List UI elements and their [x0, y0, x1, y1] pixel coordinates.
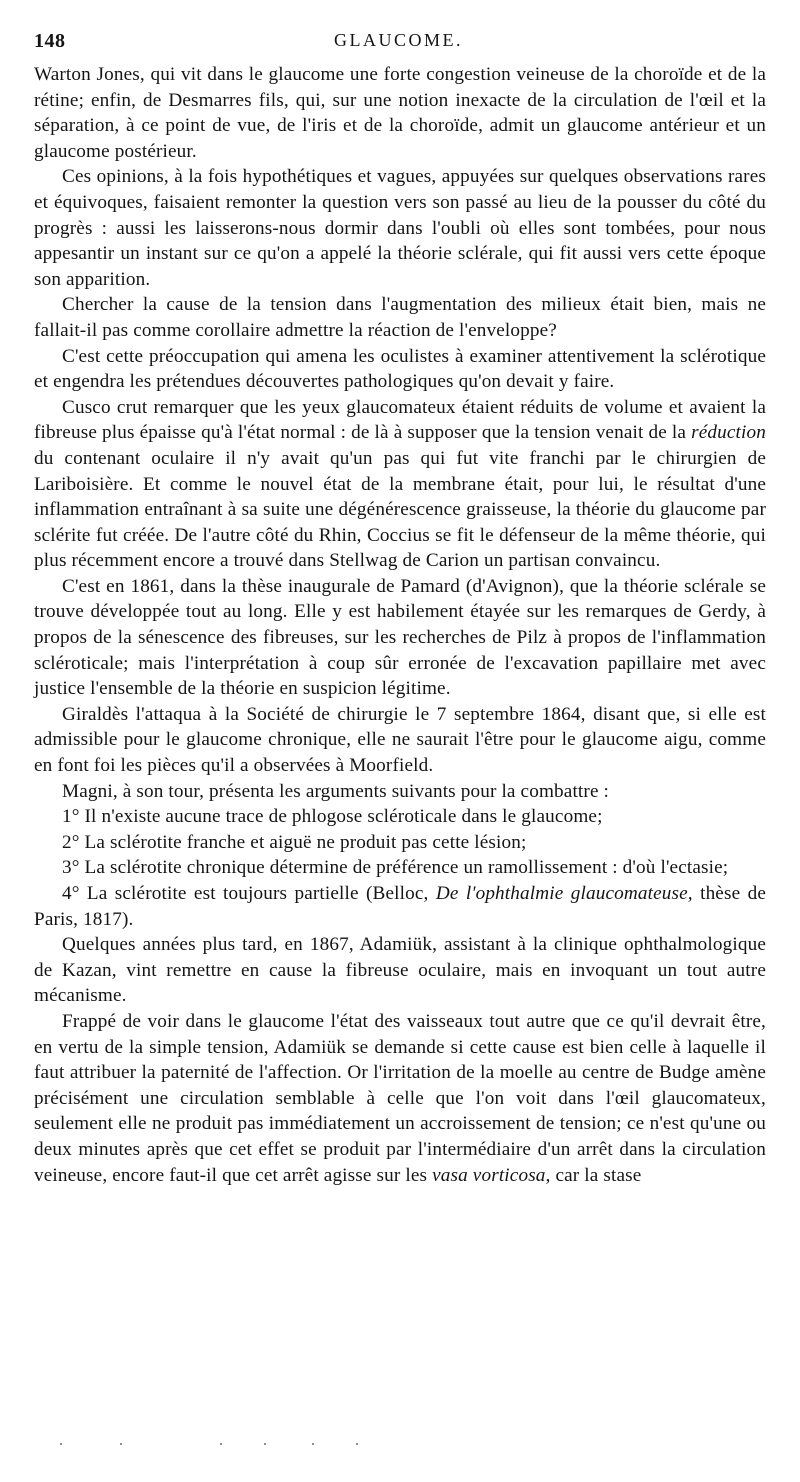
- page-header: [34, 30, 766, 60]
- paragraph-text: Cusco crut remarquer que les yeux glaucomateux étaient réduits de volume et avaient la fibreuse plus épaisse qu'à l'état normal : de là à supposer que la tension venait de la: [34, 396, 766, 444]
- italic-title: De l'ophthalmie glaucomateuse,: [435, 883, 693, 904]
- speck: [312, 1443, 314, 1445]
- paragraph: Ces opinions, à la fois hypothétiques et vagues, appuyées sur quelques observations rares et équivoques, faisaient remonter la question vers son passé au lieu de la pousser du côté du progrès : aussi les laisserons-nous dormir dans l'oubli où elles sont tombées, pour nous appesantir un instant sur ce qu'on a appelé la théorie sclérale, qui fit aussi vers cette époque son apparition.: [34, 166, 766, 290]
- paragraph: [34, 1009, 766, 1188]
- list-item: 2° La sclérotite franche et aiguë ne produit pas cette lésion;: [62, 831, 527, 853]
- running-title: GLAUCOME.: [334, 30, 463, 50]
- speck: [220, 1443, 222, 1445]
- list-item: [34, 881, 766, 932]
- paragraph-text: thèse de Paris, 1817).: [34, 883, 767, 930]
- paragraph: Quelques années plus tard, en 1867, Adamiük, assistant à la clinique ophthalmologique de Kazan, vint remettre en cause la fibreuse oculaire, mais en invoquant un tout autre mécanisme.: [34, 934, 766, 1007]
- italic-term: vasa vorticosa,: [432, 1164, 551, 1186]
- paragraph: Warton Jones, qui vit dans le glaucome une forte congestion veineuse de la choroïde et de la rétine; enfin, de Desmarres fils, qui, sur une notion inexacte de la circulation de l'œil et la séparation, à ce point de vue, de l'iris et de la choroïde, admit un glaucome antérieur et un glaucome postérieur.: [34, 64, 766, 162]
- paragraph: Magni, à son tour, présenta les arguments suivants pour la combattre :: [62, 780, 610, 802]
- paragraph-text: car la stase: [550, 1164, 642, 1186]
- paragraph: [34, 395, 766, 574]
- speck: [264, 1443, 266, 1445]
- paragraph-text: du contenant oculaire il n'y avait qu'un pas qui fut vite franchi par le chirurgien de Lariboisière. Et comme le nouvel état de la membrane était, pour lui, le résultat d'une inflammation entraînant à sa suite une dégénérescence graisseuse, la théorie du glaucome par sclérite fut créée. De l'autre côté du Rhin, Coccius se fit le défenseur de la même théorie, qui plus récemment encore a trouvé dans Stellwag de Carion un partisan convaincu.: [34, 447, 766, 572]
- scan-specks: [60, 1438, 740, 1450]
- list-item: 3° La sclérotite chronique détermine de préférence un ramollissement : d'où l'ectasie;: [62, 857, 729, 879]
- paragraph: C'est en 1861, dans la thèse inaugurale de Pamard (d'Avignon), que la théorie sclérale se trouve développée tout au long. Elle y est habilement étayée sur les remarques de Gerdy, à propos de la sénescence des fibreuses, sur les recherches de Pilz à propos de l'inflammation scléroticale; mais l'interprétation à coup sûr erronée de l'excavation papillaire met avec justice l'ensemble de la théorie en suspicion légitime.: [34, 575, 766, 700]
- paragraph: C'est cette préoccupation qui amena les oculistes à examiner attentivement la sclérotique et engendra les prétendues découvertes pathologiques qu'on devait y faire.: [34, 345, 766, 393]
- paragraph: Giraldès l'attaqua à la Société de chirurgie le 7 septembre 1864, disant que, si elle est admissible pour le glaucome chronique, elle ne saurait l'être pour le glaucome aigu, comme en font foi les pièces qu'il a observées à Moorfield.: [34, 703, 766, 777]
- speck: [120, 1443, 122, 1445]
- paragraph-text: 4° La sclérotite est toujours partielle (Belloc,: [62, 883, 436, 904]
- page-number: 148: [34, 30, 66, 52]
- italic-term: réduction: [691, 422, 766, 444]
- paragraph-text: Frappé de voir dans le glaucome l'état des vaisseaux tout autre que ce qu'il devrait être, en vertu de la simple tension, Adamiük se demande si cette cause est bien celle à laquelle il faut attribuer la paternité de l'affection. Or l'irritation de la moelle au centre de Budge amène précisément une circulation semblable à celle que l'on voit dans l'œil glaucomateux, seulement elle ne produit pas immédiatement un accroissement de tension; ce n'est qu'une ou deux minutes après que cet effet se produit par l'intermédiaire d'un arrêt dans la circulation veineuse, encore faut-il que cet arrêt agisse sur les: [34, 1010, 766, 1186]
- paragraph: Chercher la cause de la tension dans l'augmentation des milieux était bien, mais ne fallait-il pas comme corollaire admettre la réaction de l'enveloppe?: [34, 294, 766, 341]
- speck: [60, 1443, 62, 1445]
- speck: [356, 1443, 358, 1445]
- list-item: 1° Il n'existe aucune trace de phlogose scléroticale dans le glaucome;: [62, 806, 603, 828]
- body-text: [34, 62, 766, 1188]
